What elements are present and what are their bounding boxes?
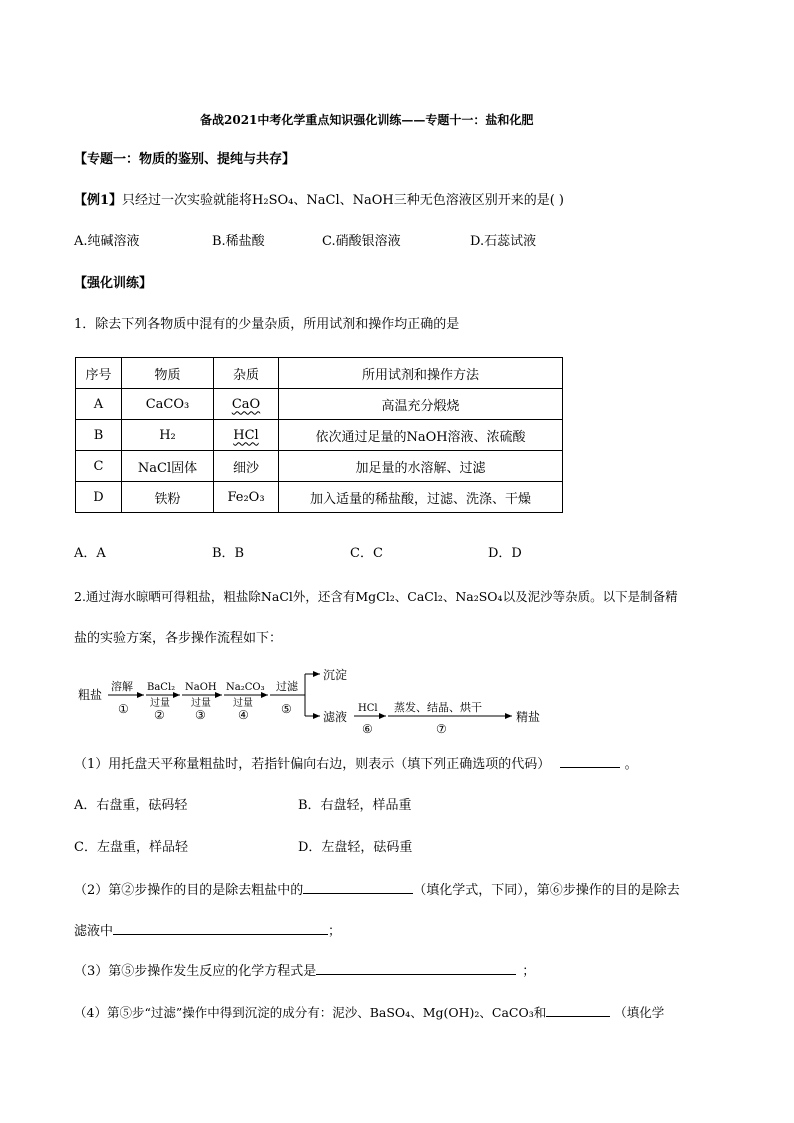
q2-part1-option-a: A．右盘重，砝码轻 [74,798,188,813]
example-option-d: D.石蕊试液 [470,234,537,249]
flow-step4-number: ④ [238,708,249,722]
flow-step2-reagent: BaCl₂ [147,682,176,693]
table-header-cell: 序号 [76,358,122,389]
table-cell: H₂ [122,420,214,451]
table-cell: A [76,389,122,420]
q2-part2-text-c: 滤液中 [74,924,114,939]
table-cell: HCl [214,420,279,451]
q1-option-a: A．A [74,546,106,561]
table-header-cell: 杂质 [214,358,279,389]
answer-blank-3[interactable] [113,922,328,935]
q2-part1-option-b: B．右盘轻，样品重 [298,798,412,813]
table-header-cell: 物质 [122,358,214,389]
flow-step5-number: ⑤ [281,702,292,716]
table-cell: 铁粉 [122,482,214,513]
answer-blank-5[interactable] [546,1004,610,1017]
q2-part2-text-b: （填化学式，下同），第⑥步操作的目的是除去 [413,883,680,898]
q2-part1-option-d: D．左盘轻，砝码重 [298,840,413,855]
flow-step1-label: 溶解 [111,680,133,693]
example-option-c: C.硝酸银溶液 [322,234,401,249]
table-cell: 加足量的水溶解、过滤 [279,451,563,482]
example-option-b: B.稀盐酸 [212,234,265,249]
page-title: 备战2021中考化学重点知识强化训练——专题十一：盐和化肥 [200,113,534,127]
flow-step4-reagent: Na₂CO₃ [226,682,265,693]
q2-stem-line2: 盐的实验方案，各步操作流程如下： [74,631,283,646]
section-heading-1: 【专题一：物质的鉴别、提纯与共存】 [74,152,296,167]
table-cell: B [76,420,122,451]
q2-part2-line2 [74,922,341,941]
flow-step6-number: ⑥ [362,722,373,736]
flow-end-label: 精盐 [516,710,541,724]
flow-step1-number: ① [118,702,129,716]
table-cell: CaO [214,389,279,420]
q1-option-c: C．C [350,546,383,561]
flow-step2-amount: 过量 [150,698,170,709]
q2-part4-text: （4）第⑤步“过滤”操作中得到沉淀的成分有：泥沙、BaSO₄、Mg(OH)₂、CaCO₃和 [74,1005,547,1020]
q2-part1-end: 。 [624,757,638,772]
q2-stem-line1: 2.通过海水晾晒可得粗盐，粗盐除NaCl外，还含有MgCl₂、CaCl₂、Na₂SO₄以及泥沙等杂质。以下是制备精 [74,589,678,604]
flow-step3-reagent: NaOH [185,682,217,693]
flow-step6-reagent: HCl [358,703,378,714]
q2-part1-option-c: C．左盘重，样品轻 [74,840,188,855]
section-heading-2: 【强化训练】 [74,276,153,291]
table-cell: 加入适量的稀盐酸，过滤、洗涤、干燥 [279,482,563,513]
q1-option-d: D．D [488,546,522,561]
flow-step7-number: ⑦ [436,722,447,736]
table-cell: CaCO₃ [122,389,214,420]
q2-part1 [74,755,638,774]
example-option-a: A.纯碱溶液 [74,234,140,249]
answer-blank-4[interactable] [316,962,516,975]
flow-precipitate-label: 沉淀 [323,668,348,682]
q2-part4-end: （填化学 [614,1005,665,1020]
q2-part2-text-a: （2）第②步操作的目的是除去粗盐中的 [74,883,304,898]
flow-filtrate-label: 滤液 [323,710,348,724]
table-cell: Fe₂O₃ [214,482,279,513]
table-cell: 细沙 [214,451,279,482]
table-cell: NaCl固体 [122,451,214,482]
q1-option-b: B．B [212,546,245,561]
q2-part4 [74,1004,664,1022]
q2-part3 [74,962,535,981]
q1-stem: 1．除去下列各物质中混有的少量杂质，所用试剂和操作均正确的是 [74,317,460,332]
table-cell: 高温充分煅烧 [279,389,563,420]
flow-step3-number: ③ [195,708,206,722]
table-cell: 依次通过足量的NaOH溶液、浓硫酸 [279,420,563,451]
table-cell: D [76,482,122,513]
flow-step2-number: ② [154,708,165,722]
answer-blank-1[interactable] [560,755,620,768]
table-cell: C [76,451,122,482]
flow-step7-label: 蒸发、结晶、烘干 [394,701,482,714]
flow-step4-amount: 过量 [233,698,253,709]
q2-part2-text-d: ； [328,924,342,939]
example-text: 只经过一次实验就能将H₂SO₄、NaCl、NaOH三种无色溶液区别开来的是( ) [122,193,564,208]
q2-part1-text: （1）用托盘天平称量粗盐时，若指针偏向右边，则表示（填下列正确选项的代码） [74,757,551,772]
q2-part3-text: （3）第⑤步操作发生反应的化学方程式是 [74,964,317,979]
answer-blank-2[interactable] [303,881,413,894]
flow-step5-label: 过滤 [276,680,298,693]
table-header-cell: 所用试剂和操作方法 [279,358,563,389]
example-label: 【例1】 [74,193,123,208]
flow-step3-amount: 过量 [191,698,211,709]
flow-start-label: 粗盐 [78,688,103,702]
q2-part2-line1 [74,881,680,900]
q2-part3-end: ； [522,964,536,979]
